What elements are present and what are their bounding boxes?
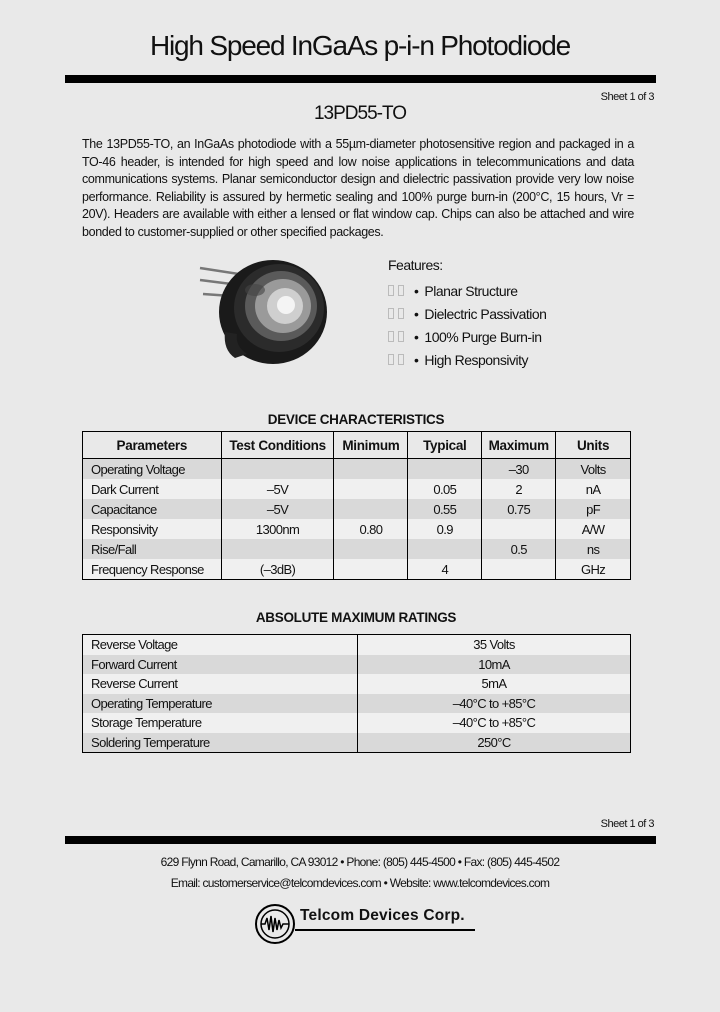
company-address: 629 Flynn Road, Camarillo, CA 93012 • Phone: (805) 445-4500 • Fax: (805) 445-4502 <box>160 855 560 869</box>
bullet-icon: • <box>414 328 419 345</box>
table-row: Dark Current –5V 0.05 2 nA <box>83 479 631 499</box>
feature-item: • Dielectric Passivation <box>388 302 546 325</box>
company-contact: Email: customerservice@telcomdevices.com • Website: www.telcomdevices.com <box>170 876 550 890</box>
intro-paragraph: The 13PD55-TO, an InGaAs photodiode with a 55µm-diameter photosensitive region and packaged in a TO-46 header, is intended for high speed and low noise applications in telecommunications and data communications systems. Planar semiconductor design and dielectric passivation provide very low noise performance. Reliability is assured by hermetic sealing and 100% purge burn-in (200°C, 15 hours, Vr = 20V). Headers are available with either a lensed or flat window cap. Chips can also be attached and wire bonded to customer-supplied or other specified packages. <box>82 137 634 239</box>
company-name: Telcom Devices Corp. <box>300 907 465 924</box>
footer-rule <box>65 836 656 844</box>
table-row: Soldering Temperature 250°C <box>83 733 631 753</box>
column-header: Maximum <box>482 432 556 459</box>
bullet-icon: • <box>414 305 419 322</box>
features-list <box>388 257 546 371</box>
part-number: 13PD55-TO <box>313 103 407 124</box>
column-header: Units <box>556 432 631 459</box>
page-title: High Speed InGaAs p-i-n Photodiode <box>150 30 570 61</box>
table-row: Operating Temperature –40°C to +85°C <box>83 694 631 714</box>
column-header: Test Conditions <box>221 432 334 459</box>
table-header-row <box>83 432 631 459</box>
column-header: Minimum <box>334 432 408 459</box>
table-row: Storage Temperature –40°C to +85°C <box>83 713 631 733</box>
bullet-icon: • <box>414 282 419 299</box>
device-characteristics-title: DEVICE CHARACTERISTICS <box>267 412 445 427</box>
column-header: Parameters <box>83 432 222 459</box>
bullet-icon: • <box>414 351 419 368</box>
table-row: Forward Current 10mA <box>83 655 631 675</box>
feature-item: • High Responsivity <box>388 348 546 371</box>
device-characteristics-table <box>82 431 631 580</box>
column-header: Typical <box>408 432 482 459</box>
table-row: Frequency Response (–3dB) 4 GHz <box>83 559 631 580</box>
table-row: Capacitance –5V 0.55 0.75 pF <box>83 499 631 519</box>
table-row: Reverse Voltage 35 Volts <box>83 635 631 655</box>
feature-item: • Planar Structure <box>388 279 546 302</box>
absolute-maximum-ratings-title: ABSOLUTE MAXIMUM RATINGS <box>255 610 457 625</box>
table-row: Rise/Fall 0.5 ns <box>83 539 631 559</box>
feature-item: • 100% Purge Burn-in <box>388 325 546 348</box>
header-rule <box>65 75 656 83</box>
table-row: Responsivity 1300nm 0.80 0.9 A/W <box>83 519 631 539</box>
absolute-maximum-ratings-table <box>82 634 631 753</box>
sheet-number-bottom: Sheet 1 of 3 <box>600 818 654 830</box>
sheet-number-top: Sheet 1 of 3 <box>600 91 654 103</box>
features-heading: Features: <box>388 257 443 273</box>
table-row: Reverse Current 5mA <box>83 674 631 694</box>
table-row: Operating Voltage –30 Volts <box>83 459 631 480</box>
photodiode-photo <box>195 250 335 380</box>
